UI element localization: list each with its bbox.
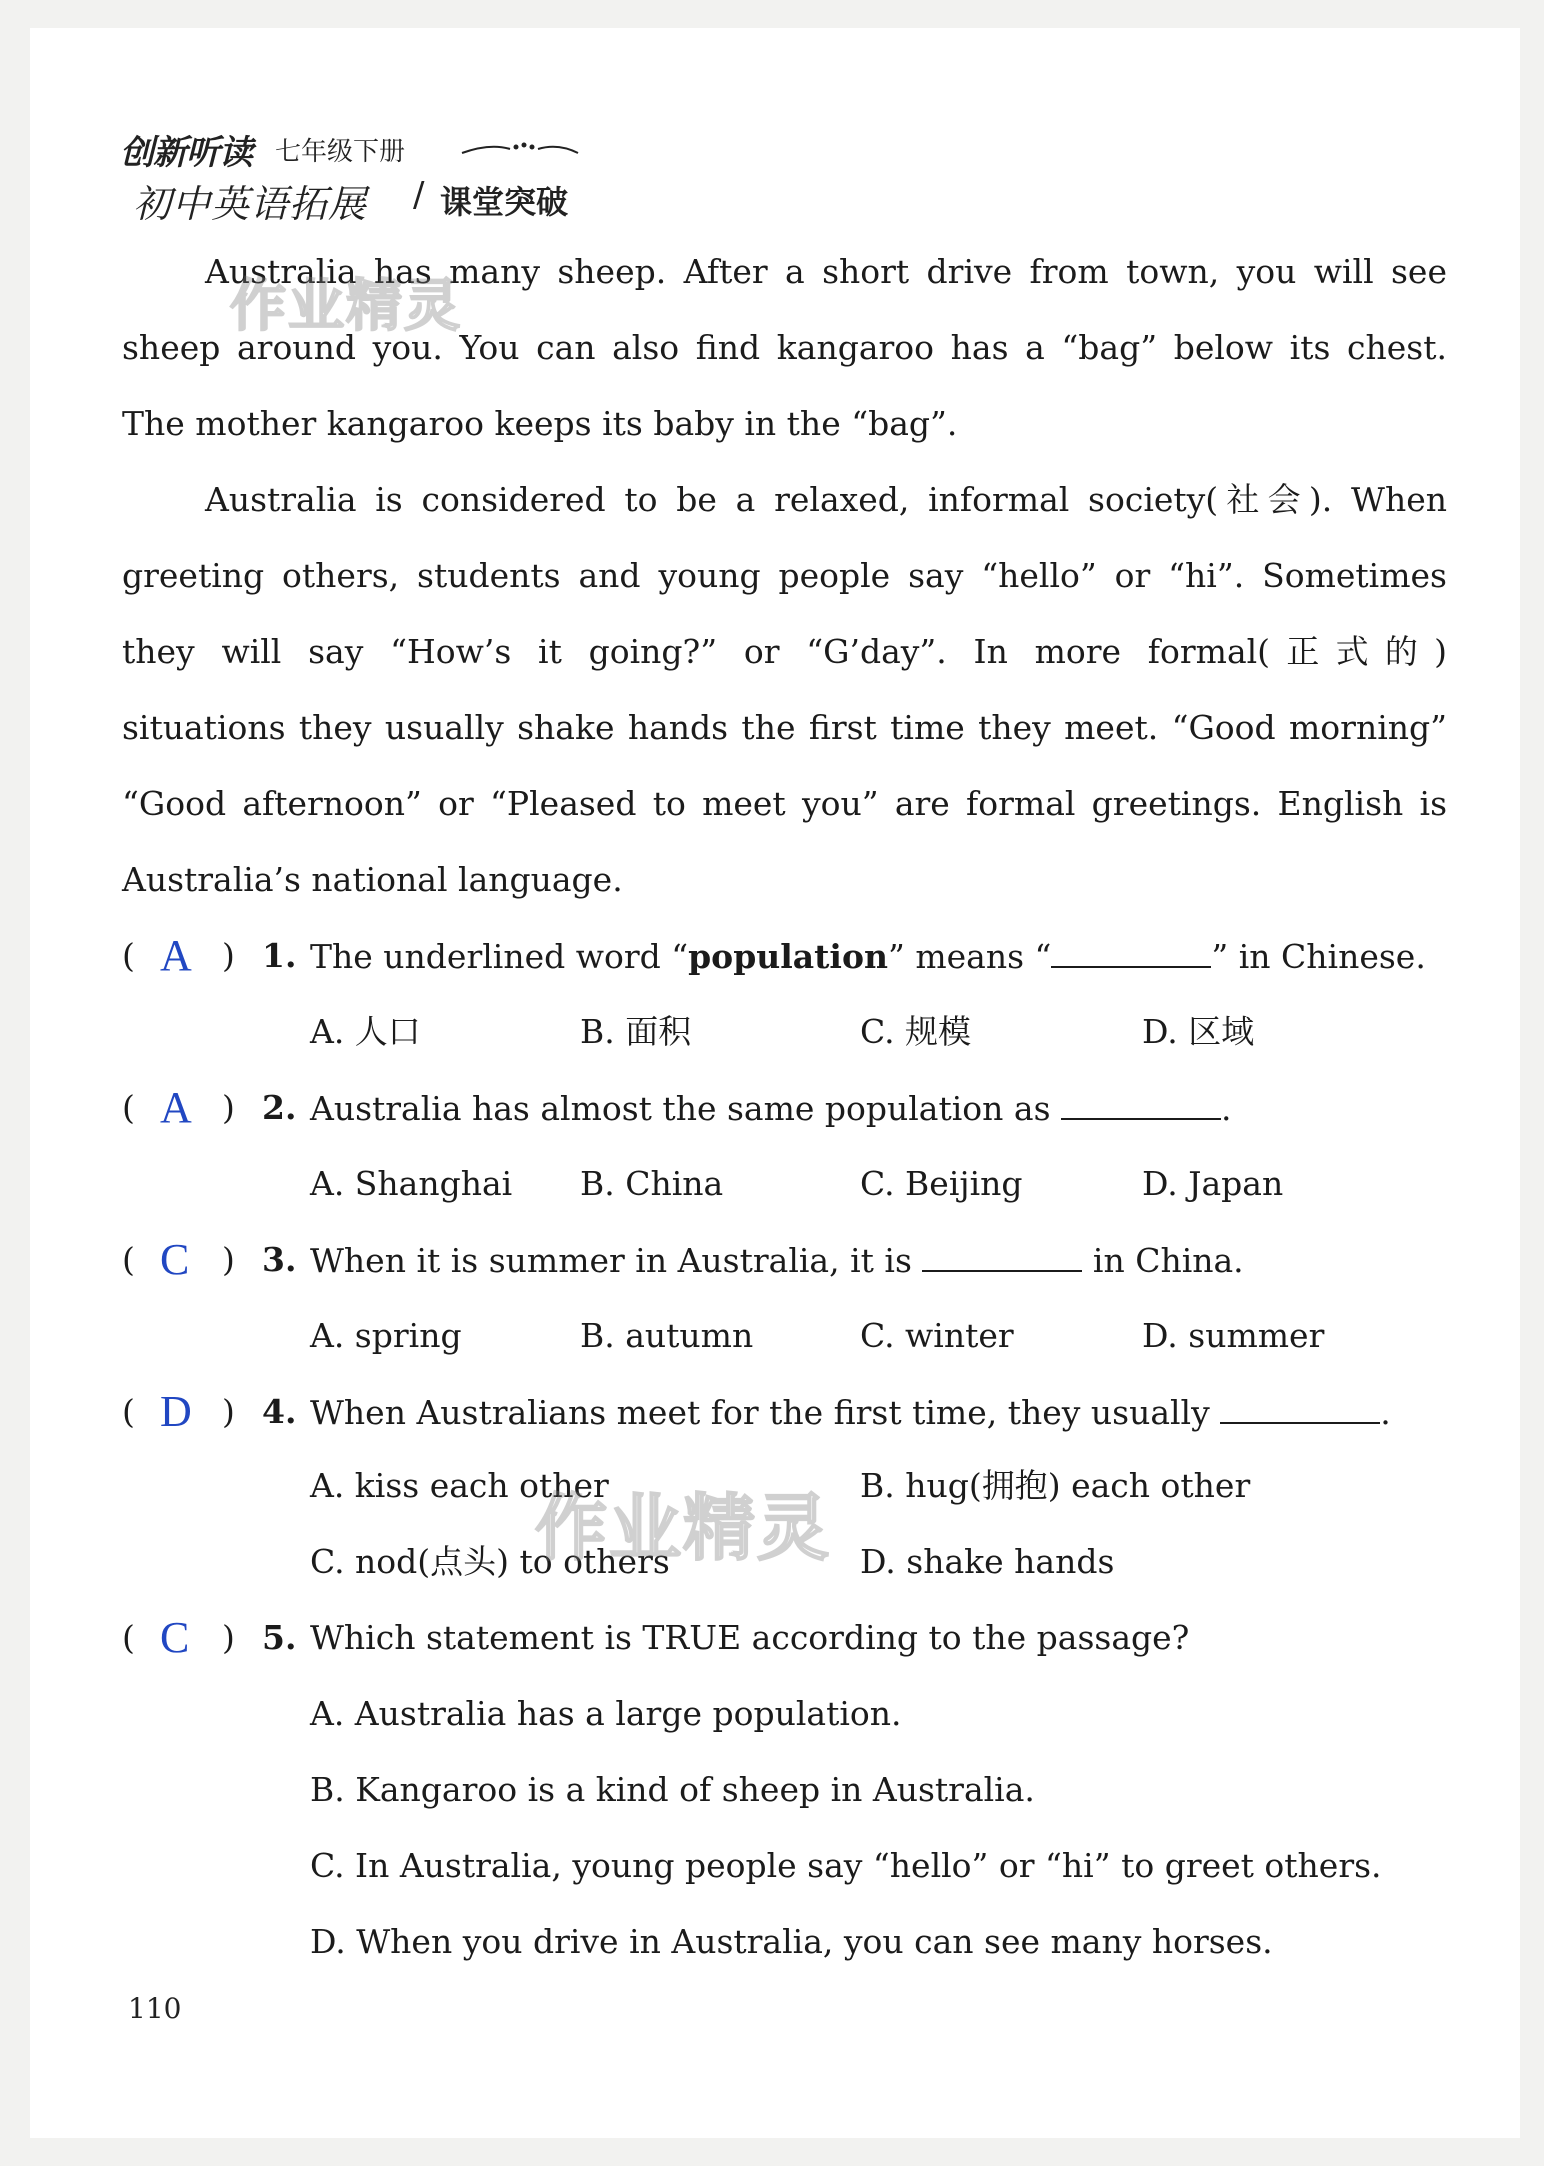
answer-blank bbox=[922, 1240, 1082, 1272]
ornament-icon bbox=[460, 139, 580, 159]
answer-bracket-close: ) bbox=[222, 1240, 235, 1279]
passage-line: Australia has many sheep. After a short drive from town, you will see bbox=[205, 252, 1447, 291]
option: A. kiss each other bbox=[310, 1466, 609, 1505]
question-text: The underlined word “population” means “ ” in Chinese. bbox=[310, 937, 1426, 976]
answer-blank bbox=[1051, 936, 1211, 968]
option: B. 面积 bbox=[580, 1012, 692, 1051]
answer-bracket-close: ) bbox=[222, 1392, 235, 1431]
option: A. Shanghai bbox=[310, 1164, 513, 1203]
option: D. shake hands bbox=[860, 1542, 1115, 1581]
answer-bracket-open: ( bbox=[122, 1088, 135, 1127]
option: C. nod(点头) to others bbox=[310, 1542, 670, 1581]
option: B. hug(拥抱) each other bbox=[860, 1466, 1251, 1505]
answer-bracket-open: ( bbox=[122, 1240, 135, 1279]
series-logo: 创新听读 bbox=[120, 133, 252, 173]
question-number: 4. bbox=[262, 1392, 297, 1431]
question-number: 1. bbox=[262, 936, 297, 975]
passage-line: Australia’s national language. bbox=[122, 860, 623, 899]
grade-label: 七年级下册 bbox=[275, 137, 406, 167]
passage-line: The mother kangaroo keeps its baby in the “bag”. bbox=[122, 404, 958, 443]
answer-mark: A bbox=[160, 931, 192, 980]
question-number: 3. bbox=[262, 1240, 297, 1279]
passage-line: greeting others, students and young people say “hello” or “hi”. Sometimes bbox=[122, 556, 1447, 595]
option: B. autumn bbox=[580, 1316, 754, 1355]
passage-line: Australia is considered to be a relaxed, informal society(社会). When bbox=[205, 480, 1447, 519]
passage-line: sheep around you. You can also find kangaroo has a “bag” below its chest. bbox=[122, 328, 1447, 367]
answer-bracket-close: ) bbox=[222, 1088, 235, 1127]
passage-line: they will say “How’s it going?” or “G’day”. In more formal(正式的) bbox=[122, 632, 1447, 671]
answer-bracket-open: ( bbox=[122, 1618, 135, 1657]
question-number: 5. bbox=[262, 1618, 297, 1657]
option: C. Beijing bbox=[860, 1164, 1023, 1203]
option: C. 规模 bbox=[860, 1012, 972, 1051]
page-header bbox=[95, 95, 695, 225]
question-text: When Australians meet for the first time, they usually . bbox=[310, 1393, 1391, 1432]
answer-bracket-open: ( bbox=[122, 1392, 135, 1431]
option: C. In Australia, young people say “hello” or “hi” to greet others. bbox=[310, 1846, 1382, 1885]
option: C. winter bbox=[860, 1316, 1014, 1355]
question-text: When it is summer in Australia, it is in China. bbox=[310, 1241, 1244, 1280]
answer-blank bbox=[1220, 1392, 1380, 1424]
answer-bracket-open: ( bbox=[122, 936, 135, 975]
keyword: population bbox=[688, 937, 888, 976]
option: A. spring bbox=[310, 1316, 462, 1355]
question-text: Which statement is TRUE according to the passage? bbox=[310, 1618, 1190, 1657]
section-title: 课堂突破 bbox=[440, 183, 569, 221]
answer-mark: C bbox=[160, 1613, 190, 1662]
title-divider: / bbox=[413, 175, 425, 215]
passage-line: “Good afternoon” or “Pleased to meet you” are formal greetings. English is bbox=[122, 784, 1447, 823]
answer-bracket-close: ) bbox=[222, 936, 235, 975]
option: B. China bbox=[580, 1164, 724, 1203]
question-number: 2. bbox=[262, 1088, 297, 1127]
answer-bracket-close: ) bbox=[222, 1618, 235, 1657]
watermark: 作业精灵 bbox=[535, 1486, 832, 1570]
option: D. When you drive in Australia, you can see many horses. bbox=[310, 1922, 1273, 1961]
page-number: 110 bbox=[128, 1992, 182, 2025]
option: D. 区域 bbox=[1142, 1012, 1255, 1051]
watermark: 作业精灵 bbox=[230, 274, 462, 339]
option: B. Kangaroo is a kind of sheep in Australia. bbox=[310, 1770, 1035, 1809]
option: D. Japan bbox=[1142, 1164, 1284, 1203]
option: D. summer bbox=[1142, 1316, 1325, 1355]
option: A. 人口 bbox=[310, 1012, 421, 1051]
passage-line: situations they usually shake hands the first time they meet. “Good morning” bbox=[122, 708, 1447, 747]
answer-blank bbox=[1061, 1088, 1221, 1120]
question-text: Australia has almost the same population as . bbox=[310, 1089, 1232, 1128]
answer-mark: D bbox=[160, 1387, 192, 1436]
answer-mark: C bbox=[160, 1235, 190, 1284]
answer-mark: A bbox=[160, 1083, 192, 1132]
book-title: 初中英语拓展 bbox=[133, 182, 368, 226]
option: A. Australia has a large population. bbox=[310, 1694, 902, 1733]
